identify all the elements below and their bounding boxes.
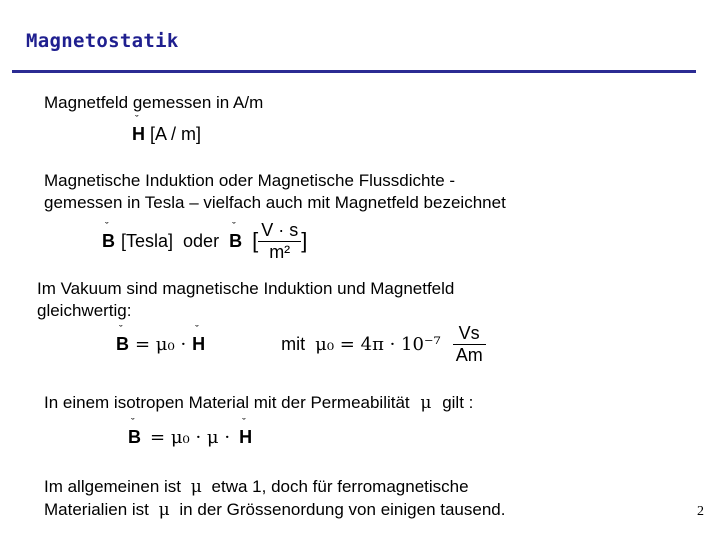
text-isotrop: In einem isotropen Material mit der Permeabilität μ gilt : (44, 393, 474, 413)
vs-am-fraction: $\frac{Vs}{Am}$ (453, 323, 486, 366)
page-number: 2 (697, 504, 704, 519)
formula-h-unit (132, 114, 202, 145)
equation-mu0: = μ₀ · (135, 333, 187, 355)
vector-mark: ˇ (135, 114, 139, 126)
formula-vacuum (116, 318, 486, 370)
mu0-value: μ₀ = 4π · 10⁻⁷ (315, 333, 441, 355)
b-vector-symbol-4: ˇ B (128, 417, 141, 447)
text-magnetfeld: Magnetfeld gemessen in A/m (44, 93, 264, 112)
open-bracket: [ (252, 228, 259, 253)
text-induktion-line1: Magnetische Induktion oder Magnetische Flussdichte - (44, 171, 456, 190)
page-title: Magnetostatik (26, 30, 179, 52)
mu-symbol: μ (420, 393, 432, 413)
b-vector-symbol-2: ˇ B (229, 220, 243, 251)
unit-fraction: $\frac{V \cdot s}{\text{m²}}$ (258, 220, 301, 263)
text-vakuum-line1: Im Vakuum sind magnetische Induktion und Magnetfeld (37, 279, 455, 298)
h-vector-symbol-2: ˇ H (192, 323, 206, 354)
formula-b-units (102, 219, 307, 263)
h-unit: [A / m] (150, 124, 202, 144)
oder-text: oder (183, 230, 220, 251)
b-vector-symbol: ˇ B (102, 220, 115, 251)
text-allgemein-line1: Im allgemeinen ist μ etwa 1, doch für ferromagnetische (44, 477, 469, 497)
mu-symbol-3: μ (158, 500, 170, 520)
mu-symbol-2: μ (190, 477, 202, 497)
text-vakuum-line2: gleichwertig: (37, 301, 132, 320)
text-allgemein-line2: Materialien ist μ in der Grössenordung von einigen tausend. (44, 500, 506, 520)
b-vector-symbol-3: ˇ B (116, 323, 129, 354)
formula-material (128, 417, 253, 448)
h-vector-symbol-3: ˇ H (239, 417, 253, 447)
close-bracket: ] (301, 228, 308, 253)
h-vector-symbol: ˇ H (132, 114, 145, 144)
equation-mu0-mu: = μ₀ · μ · (150, 427, 231, 448)
b-unit-tesla: [Tesla] (121, 230, 174, 251)
text-induktion-line2: gemessen in Tesla – vielfach auch mit Magnetfeld bezeichnet (44, 193, 506, 212)
mit-text: mit (281, 333, 306, 354)
title-divider (12, 70, 696, 73)
